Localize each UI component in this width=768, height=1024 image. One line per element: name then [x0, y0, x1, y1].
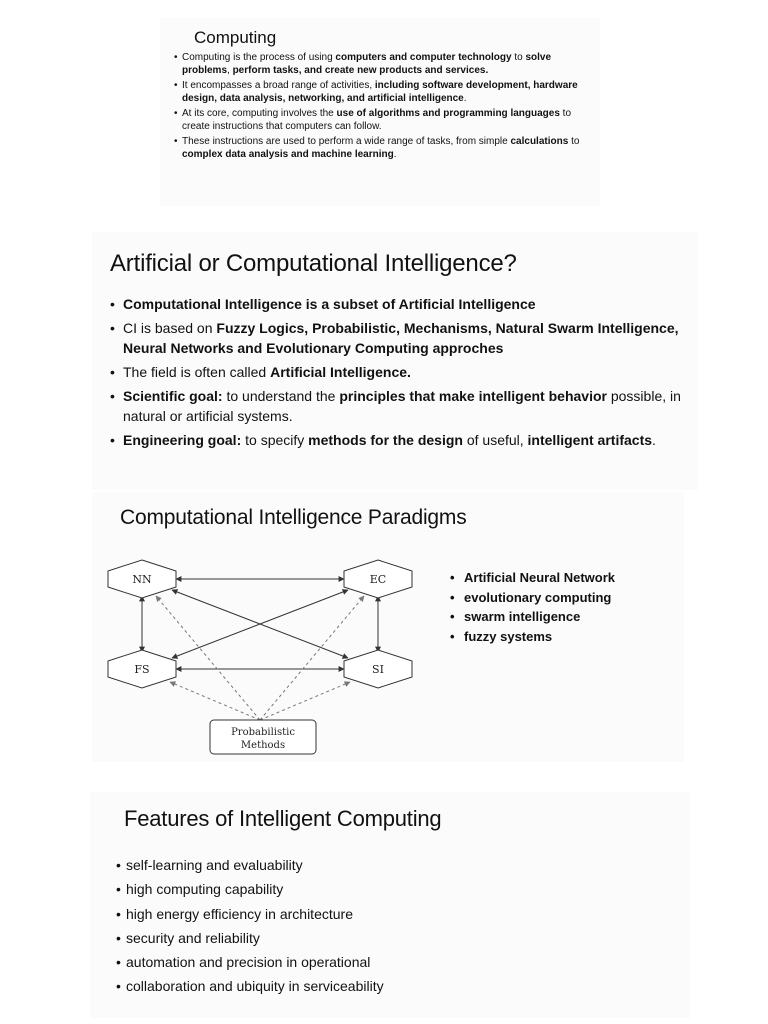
list-item — [174, 136, 594, 161]
computing-title: Computing — [194, 28, 277, 47]
list-item — [110, 386, 690, 426]
list-item: • Artificial Neural Network — [450, 568, 680, 588]
paradigms-list — [450, 568, 680, 646]
node-ec — [344, 560, 412, 598]
node-prob-label-line1: Probabilistic — [231, 727, 295, 738]
edge-prob-si — [260, 682, 350, 720]
bold-text: methods for the design — [308, 432, 463, 448]
computing-bullets — [174, 52, 594, 164]
text: to — [568, 136, 580, 147]
text: At its core, computing involves the — [182, 108, 337, 119]
node-probabilistic-methods — [210, 720, 316, 754]
text: It encompasses a broad range of activities, — [182, 80, 375, 91]
text: CI is based on — [123, 320, 217, 336]
text: possible, in natural or artificial systems. — [123, 388, 681, 424]
text: . — [652, 432, 656, 448]
bold-text: solve problems — [182, 52, 552, 76]
node-nn — [108, 560, 176, 598]
list-item: • self-learning and evaluability — [116, 856, 636, 874]
bold-text: including software development, hardware design, data analysis, networking, and artificial intelligence — [182, 80, 578, 104]
list-item — [174, 52, 594, 77]
bold-text: complex data analysis and machine learning — [182, 148, 394, 160]
node-si-label: SI — [372, 663, 384, 676]
text: of useful, — [462, 432, 528, 448]
text: . — [393, 148, 397, 160]
edge-prob-fs — [170, 682, 260, 720]
list-item: • swarm intelligence — [450, 607, 680, 627]
list-item — [110, 430, 690, 450]
paradigms-diagram — [100, 552, 440, 762]
text: to specify — [241, 432, 309, 448]
text: , — [227, 64, 233, 76]
bold-text: Scientific goal: — [123, 388, 223, 404]
node-fs — [108, 650, 176, 688]
bold-text: use of algorithms and programming languages — [336, 108, 560, 119]
edge-prob-ec — [260, 596, 364, 720]
list-item: • security and reliability — [116, 929, 636, 947]
list-item — [110, 362, 690, 382]
paradigms-title: Computational Intelligence Paradigms — [120, 506, 467, 529]
list-item — [110, 318, 690, 358]
node-ec-label: EC — [369, 573, 387, 586]
node-prob-label-line2: Methods — [240, 740, 286, 751]
text: . — [463, 92, 467, 104]
text: to — [511, 52, 526, 63]
list-item: • collaboration and ubiquity in serviceability — [116, 977, 636, 995]
text: These instructions are used to perform a wide range of tasks, from simple — [182, 136, 511, 147]
bold-text: calculations — [510, 136, 569, 147]
text: Computing is the process of using — [182, 52, 336, 63]
features-title: Features of Intelligent Computing — [124, 806, 442, 831]
node-fs-label: FS — [134, 663, 150, 676]
list-item — [174, 80, 594, 105]
text: to create instructions that computers can follow. — [182, 108, 572, 132]
ai-vs-ci-bullets — [110, 294, 690, 454]
slide-ai-vs-ci — [92, 232, 698, 490]
bold-text: Engineering goal: — [123, 432, 242, 448]
bold-text: Artificial Intelligence. — [270, 364, 411, 380]
list-item — [110, 294, 690, 314]
edge-prob-nn — [156, 596, 260, 720]
text: to understand the — [222, 388, 340, 404]
text: The field is often called — [123, 364, 271, 380]
node-si — [344, 650, 412, 688]
bold-text: intelligent artifacts — [527, 432, 653, 448]
features-list — [116, 856, 636, 1002]
ai-vs-ci-title: Artificial or Computational Intelligence? — [110, 250, 517, 277]
bold-text: Fuzzy Logics, Probabilistic, Mechanisms, Natural Swarm Intelligence, Neural Networks and Evolutionary Computing approches — [123, 320, 679, 356]
slide-paradigms — [92, 492, 684, 762]
list-item: • fuzzy systems — [450, 627, 680, 647]
node-nn-label: NN — [132, 573, 152, 586]
bold-text: Computational Intelligence is a subset of Artificial Intelligence — [123, 296, 536, 312]
bold-text: perform tasks, and create new products and services. — [232, 64, 489, 76]
bold-text: computers and computer technology — [335, 52, 512, 63]
list-item: • high computing capability — [116, 880, 636, 898]
list-item: • automation and precision in operational — [116, 953, 636, 971]
list-item: • high energy efficiency in architecture — [116, 905, 636, 923]
bold-text: principles that make intelligent behavior — [339, 388, 607, 404]
slide-computing — [160, 18, 600, 206]
slide-features — [90, 792, 690, 1018]
list-item: • evolutionary computing — [450, 588, 680, 608]
list-item — [174, 108, 594, 133]
